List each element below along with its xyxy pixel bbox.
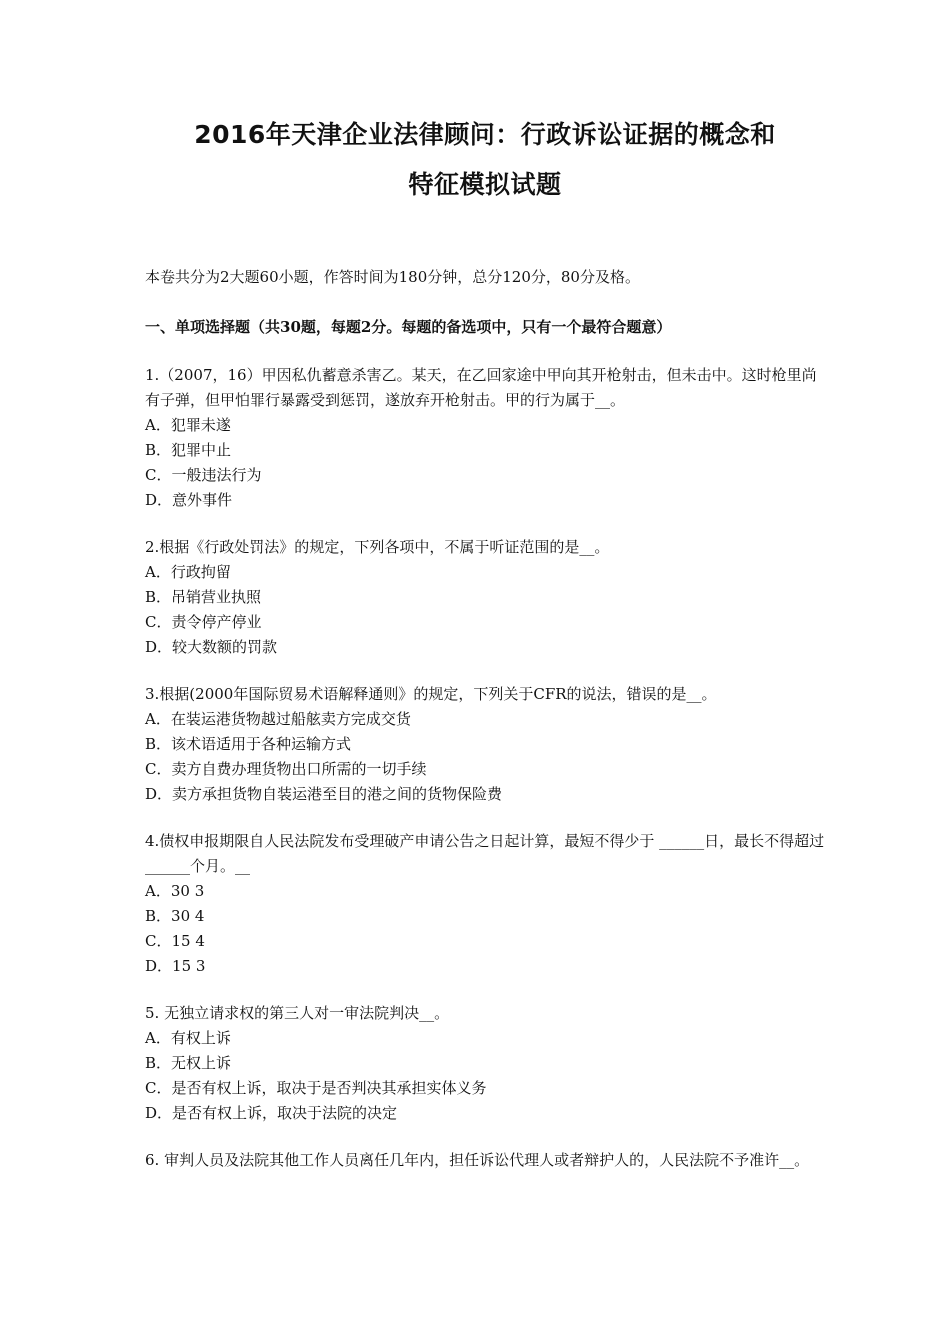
- option-b: B．30 4: [145, 907, 205, 925]
- title-line-2: 特征模拟试题: [408, 170, 562, 199]
- option-d: D．15 3: [145, 957, 206, 975]
- option-d: D．意外事件: [145, 491, 233, 509]
- option-c: C．15 4: [145, 932, 205, 950]
- option-b: B．该术语适用于各种运输方式: [145, 735, 352, 753]
- option-d: D．是否有权上诉，取决于法院的决定: [145, 1104, 398, 1122]
- option-a: A．30 3: [145, 882, 205, 900]
- title-line-1: 2016年天津企业法律顾问：行政诉讼证据的概念和: [194, 120, 776, 149]
- question-6: [145, 1148, 825, 1173]
- option-d: D．卖方承担货物自装运港至目的港之间的货物保险费: [145, 785, 503, 803]
- question-stem: 4.债权申报期限自人民法院发布受理破产申请公告之日起计算，最短不得少于 ______日，最长不得超过______个月。__: [145, 832, 825, 875]
- question-stem: 1.（2007，16）甲因私仇蓄意杀害乙。某天，在乙回家途中甲向其开枪射击，但未击中。这时枪里尚有子弹，但甲怕罪行暴露受到惩罚，遂放弃开枪射击。甲的行为属于__。: [145, 366, 817, 409]
- option-b: B．吊销营业执照: [145, 588, 262, 606]
- question-stem: 3.根据(2000年国际贸易术语解释通则》的规定，下列关于CFR的说法，错误的是__。: [145, 685, 717, 703]
- option-a: A．在装运港货物越过船舷卖方完成交货: [145, 710, 411, 728]
- option-d: D．较大数额的罚款: [145, 638, 278, 656]
- option-c: C．卖方自费办理货物出口所需的一切手续: [145, 760, 427, 778]
- document-title: [145, 110, 825, 210]
- option-c: C．一般违法行为: [145, 466, 262, 484]
- document-page: [145, 110, 825, 1195]
- question-1: [145, 363, 825, 513]
- exam-intro: 本卷共分为2大题60小题，作答时间为180分钟，总分120分，80分及格。: [145, 268, 640, 286]
- question-stem: 2.根据《行政处罚法》的规定，下列各项中，不属于听证范围的是__。: [145, 538, 610, 556]
- option-c: C．是否有权上诉，取决于是否判决其承担实体义务: [145, 1079, 487, 1097]
- option-b: B．犯罪中止: [145, 441, 232, 459]
- option-a: A．犯罪未遂: [145, 416, 231, 434]
- option-c: C．责令停产停业: [145, 613, 262, 631]
- question-4: [145, 829, 825, 979]
- section-heading: 一、单项选择题（共30题，每题2分。每题的备选项中，只有一个最符合题意）: [145, 318, 672, 336]
- question-stem: 6. 审判人员及法院其他工作人员离任几年内，担任诉讼代理人或者辩护人的，人民法院不予准许__。: [145, 1151, 810, 1169]
- option-a: A．有权上诉: [145, 1029, 231, 1047]
- question-3: [145, 682, 825, 807]
- question-stem: 5. 无独立请求权的第三人对一审法院判决__。: [145, 1004, 450, 1022]
- option-a: A．行政拘留: [145, 563, 231, 581]
- option-b: B．无权上诉: [145, 1054, 232, 1072]
- question-2: [145, 535, 825, 660]
- question-5: [145, 1001, 825, 1126]
